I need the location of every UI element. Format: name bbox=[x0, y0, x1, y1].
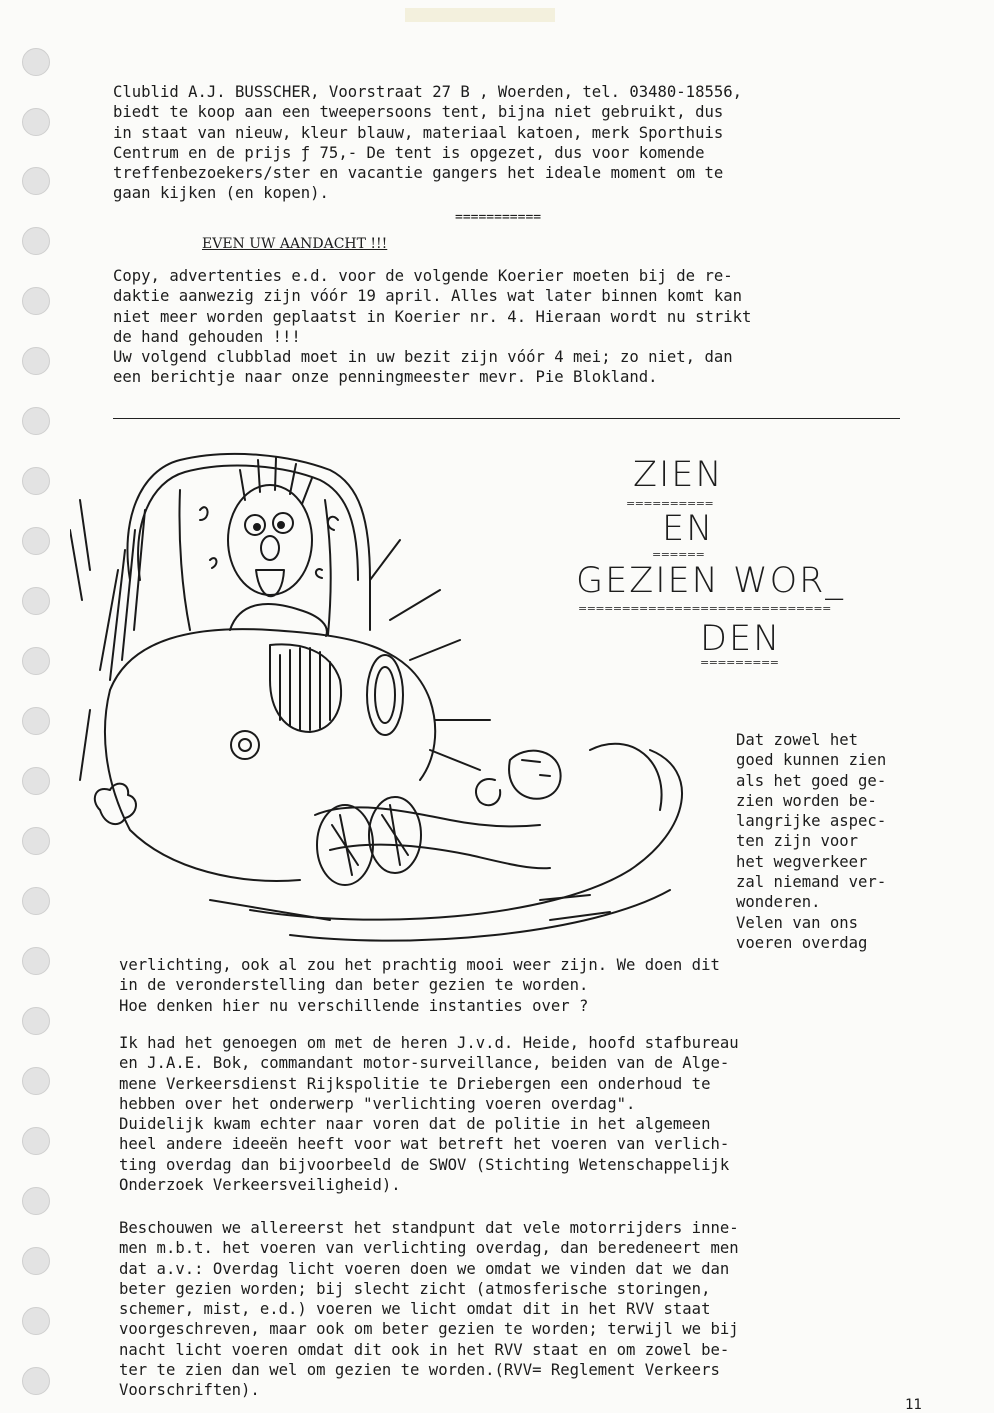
title-line-3: GEZIEN WOR_ bbox=[576, 561, 845, 601]
binder-hole bbox=[22, 587, 50, 615]
notice-heading: EVEN UW AANDACHT !!! bbox=[202, 236, 388, 252]
binder-hole bbox=[22, 1067, 50, 1095]
binder-hole bbox=[22, 647, 50, 675]
binder-hole bbox=[22, 767, 50, 795]
article-paragraph-3: Beschouwen we allereerst het standpunt dat vele motorrijders inne- men m.b.t. het voeren van verlichting overdag, dan beredeneert men dat a.v.: Overdag licht voeren doen we omdat we vinden dat we dan beter gezien worden; bij slecht zicht (atmosferische storingen, schemer, mist, e.d.) voeren we licht omdat dit in het RVV staat voorgeschreven, maar ook om beter gezien te worden; terwijl we bij nacht licht voeren omdat dit ook in het RVV staat en om zowel be- ter te zien dan wel om gezien te worden.(RVV= Reglement Verkeers Voorschriften). bbox=[119, 1219, 739, 1400]
article-paragraph-1: verlichting, ook al zou het prachtig mooi weer zijn. We doen dit in de veronderstelling dan beter gezien te worden. Hoe denken hier nu verschillende instanties over ? bbox=[119, 956, 720, 1015]
binder-hole bbox=[22, 48, 50, 76]
binder-hole bbox=[22, 1187, 50, 1215]
binder-hole bbox=[22, 1367, 50, 1395]
title-underline-3: ============================= bbox=[578, 602, 831, 615]
binder-holes bbox=[22, 0, 52, 1408]
article-paragraph-2: Ik had het genoegen om met de heren J.v.d. Heide, hoofd stafbureau en J.A.E. Bok, commandant motor-surveillance, beiden van de Alge- mene Verkeersdienst Rijkspolitie te Driebergen een onderhoud te hebben over het onderwerp "verlichting voeren overdag". Duidelijk kwam echter naar voren dat de politie in het algemeen heel andere ideeën heeft voor wat betreft het voeren van verlich- ting overdag dan bijvoorbeeld de SWOV (Stichting Wetenschappelijk Onderzoek Verkeersveiligheid). bbox=[119, 1034, 739, 1195]
title-underline-1: ========== bbox=[626, 497, 714, 510]
binder-hole bbox=[22, 467, 50, 495]
binder-hole bbox=[22, 947, 50, 975]
binder-hole bbox=[22, 527, 50, 555]
title-underline-4: ========= bbox=[700, 656, 779, 669]
article-column-text: Dat zowel het goed kunnen zien als het goed ge- zien worden be- langrijke aspec- ten zijn voor het wegverkeer zal niemand ver- wonderen. Velen van ons voeren overdag bbox=[736, 731, 887, 952]
binder-hole bbox=[22, 1127, 50, 1155]
page-number: 11 bbox=[905, 1397, 922, 1413]
binder-hole bbox=[22, 1307, 50, 1335]
binder-hole bbox=[22, 827, 50, 855]
article-title bbox=[570, 455, 940, 675]
title-line-4: DEN bbox=[700, 619, 782, 659]
title-underline-2: ====== bbox=[652, 548, 705, 561]
title-line-1: ZIEN bbox=[633, 455, 724, 495]
binder-hole bbox=[22, 287, 50, 315]
binder-hole bbox=[22, 167, 50, 195]
paper-stain bbox=[405, 8, 555, 22]
horizontal-rule bbox=[113, 418, 900, 419]
binder-hole bbox=[22, 347, 50, 375]
classified-ad-paragraph: Clublid A.J. BUSSCHER, Voorstraat 27 B , Woerden, tel. 03480-18556, biedt te koop aan een tweepersoons tent, bijna niet gebruikt, dus in staat van nieuw, kleur blauw, materiaal katoen, merk Sporthuis Centrum en de prijs ƒ 75,- De tent is opgezet, dus voor komende treffenbezoekers/ster en vacantie gangers het ideale moment om te gaan kijken (en kopen). bbox=[113, 83, 743, 203]
binder-hole bbox=[22, 108, 50, 136]
binder-hole bbox=[22, 227, 50, 255]
binder-hole bbox=[22, 887, 50, 915]
notice-paragraph: Copy, advertenties e.d. voor de volgende Koerier moeten bij de re- daktie aanwezig zijn vóór 19 april. Alles wat later binnen komt kan niet meer worden geplaatst in Koerier nr. 4. Hieraan wordt nu strikt de hand gehouden !!! Uw volgend clubblad moet in uw bezit zijn vóór 4 mei; zo niet, dan een berichtje naar onze penningmeester mevr. Pie Blokland. bbox=[113, 267, 752, 387]
title-line-2: EN bbox=[662, 509, 715, 549]
section-separator: =========== bbox=[455, 210, 542, 225]
binder-hole bbox=[22, 707, 50, 735]
binder-hole bbox=[22, 1247, 50, 1275]
binder-hole bbox=[22, 1007, 50, 1035]
binder-hole bbox=[22, 407, 50, 435]
